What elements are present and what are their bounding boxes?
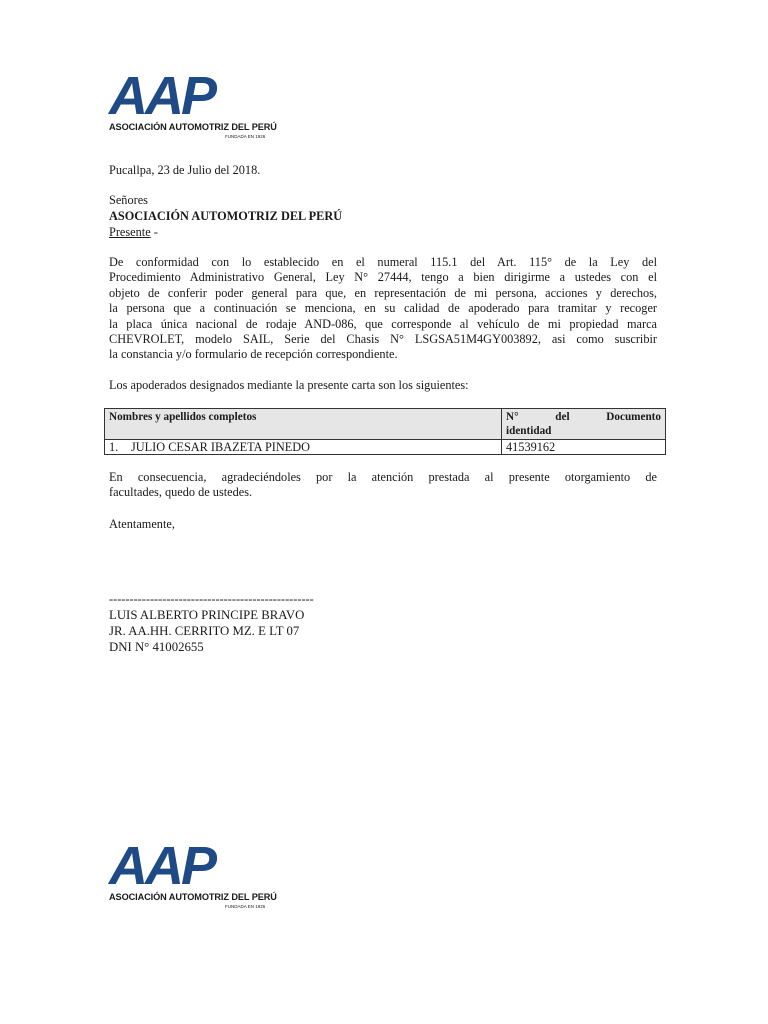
table-row [105, 440, 666, 455]
presente-label: Presente [109, 225, 151, 239]
row-name: JULIO CESAR IBAZETA PINEDO [131, 440, 311, 454]
body1-line: la constancia y/o formulario de recepción correspondiente. [109, 347, 398, 362]
logo-organization-name: ASOCIACIÓN AUTOMOTRIZ DEL PERÚ [109, 122, 277, 132]
presente-suffix: - [150, 225, 158, 239]
body3-line: En consecuencia, agradeciéndoles por la atención prestada al presente otorgamiento de [109, 470, 657, 484]
body1-line: la persona que a continuación se menciona, en su calidad de apoderado para tramitar y recoger [109, 301, 657, 316]
body1-line: Procedimiento Administrativo General, Ley N° 27444, tengo a bien dirigirme a ustedes con el [109, 270, 657, 285]
body3-line: facultades, quedo de ustedes. [109, 485, 253, 500]
cell-document: 41539162 [502, 440, 666, 455]
signature-line: -------------------------------------------------- [109, 592, 314, 606]
header-document-line1: N° del Documento [506, 411, 661, 423]
body-paragraph-1 [109, 255, 657, 363]
signer-name: LUIS ALBERTO PRINCIPE BRAVO [109, 608, 305, 622]
presente-line [109, 225, 158, 240]
cell-name [105, 440, 502, 455]
body-paragraph-3 [109, 470, 657, 501]
recipient: ASOCIACIÓN AUTOMOTRIZ DEL PERÚ [109, 209, 343, 223]
apoderados-table [104, 408, 666, 455]
logo-founded: FUNDADA EN 1926 [225, 904, 266, 909]
aap-logo [109, 66, 279, 140]
body1-line: la placa única nacional de rodaje AND-086, que corresponde al vehículo de mi propiedad marca [109, 316, 657, 331]
logo-letters: AAP [109, 66, 215, 126]
body1-line: CHEVROLET, modelo SAIL, Serie del Chasis N° LSGSA51M4GY003892, asi como suscribir [109, 332, 657, 347]
header-document [502, 409, 666, 440]
body1-line: objeto de conferir poder general para que, en representación de mi persona, acciones y derechos, [109, 285, 657, 300]
salutation: Señores [109, 193, 148, 207]
aap-logo-footer [109, 836, 279, 910]
logo-letters: AAP [109, 836, 215, 896]
logo-organization-name: ASOCIACIÓN AUTOMOTRIZ DEL PERÚ [109, 892, 277, 902]
table-header-row [105, 409, 666, 440]
signer-dni: DNI N° 41002655 [109, 640, 204, 654]
row-number: 1. [109, 440, 119, 454]
logo-founded: FUNDADA EN 1926 [225, 134, 266, 139]
signer-address: JR. AA.HH. CERRITO MZ. E LT 07 [109, 624, 300, 638]
header-name: Nombres y apellidos completos [105, 409, 502, 440]
closing: Atentamente, [109, 517, 175, 531]
header-document-line2: identidad [506, 425, 552, 437]
body-paragraph-2: Los apoderados designados mediante la presente carta son los siguientes: [109, 378, 469, 392]
body1-line: De conformidad con lo establecido en el numeral 115.1 del Art. 115° de la Ley del [109, 255, 657, 269]
place-date: Pucallpa, 23 de Julio del 2018. [109, 163, 261, 177]
